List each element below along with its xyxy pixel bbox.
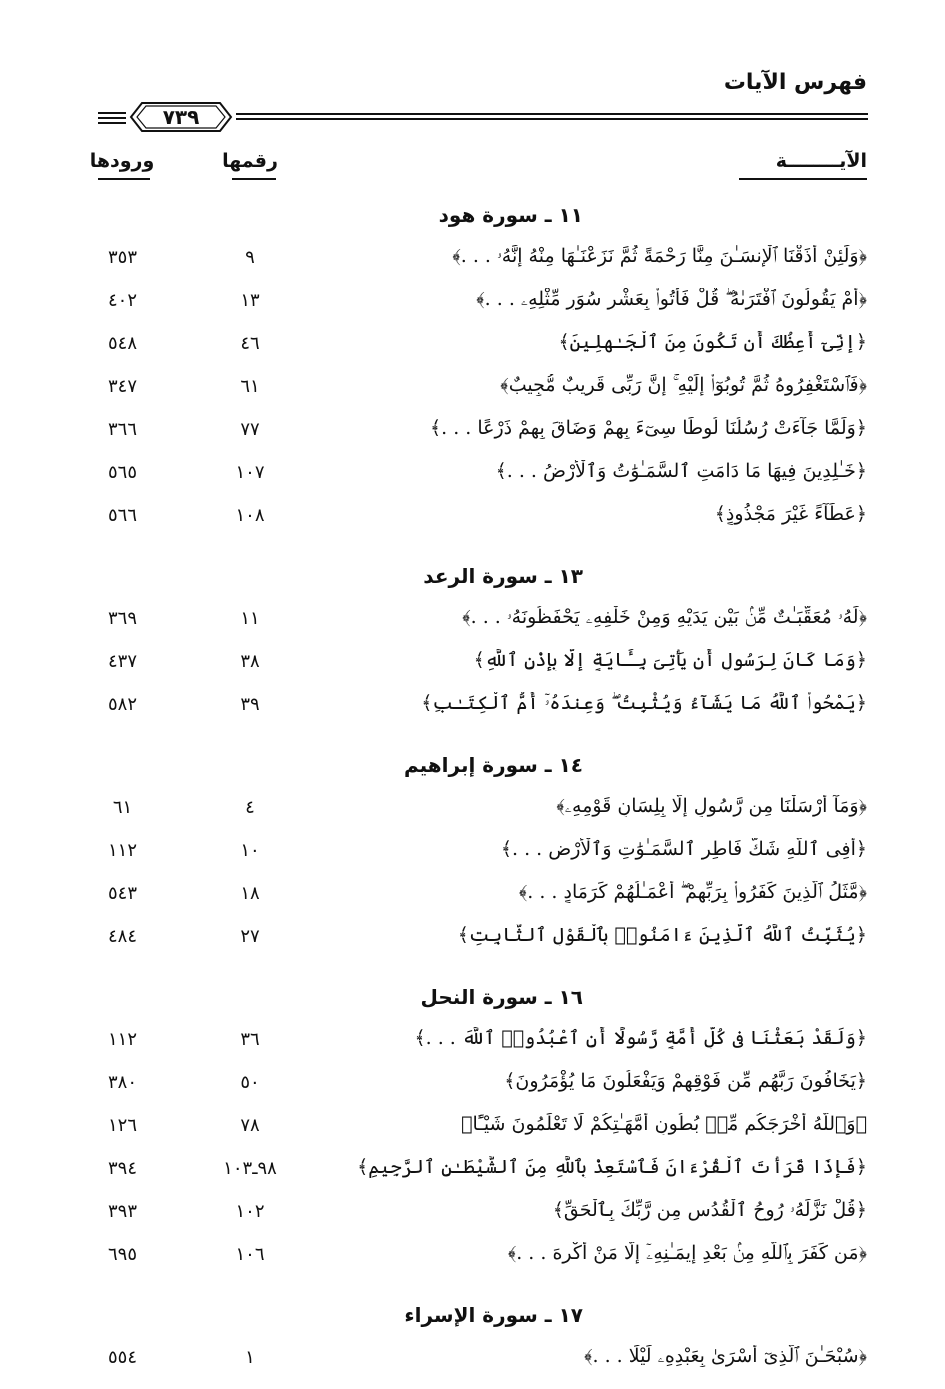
page-reference: ٥٤٣ (107, 883, 137, 904)
verse-number: ١ (245, 1347, 255, 1368)
verse-number: ٢٧ (240, 926, 260, 947)
surah-title: ١٣ ـ سورة الرعد (423, 564, 583, 588)
column-header-verse: الآيــــــــة (775, 150, 867, 172)
verse-number: ٥٠ (240, 1072, 260, 1093)
rule-line (236, 113, 868, 115)
page-reference: ٤٠٢ (107, 290, 137, 311)
page-reference: ٥٤٨ (107, 333, 137, 354)
verse-row (0, 368, 945, 411)
header-rule (98, 100, 868, 140)
verse-text: ﴿فَإِذَا قَرَأْتَ ٱلْقُرْءَانَ فَٱسْتَعِذْ بِٱللَّهِ مِنَ ٱلشَّيْطَـٰنِ ٱلرَّجِيمِ﴾ (357, 1156, 867, 1178)
verse-number: ٦١ (240, 376, 260, 397)
verse-number: ٤ (245, 797, 255, 818)
verse-text: ﴿أَمْ يَقُولُونَ ٱفْتَرَىٰهُ ۖ قُلْ فَأْتُوا۟ بِعَشْرِ سُوَرٍ مِّثْلِهِۦ . . .﴾ (476, 288, 867, 310)
running-title: فهرس الآيات (723, 70, 867, 95)
verse-row (0, 325, 945, 368)
column-header-number: رقمها (222, 150, 278, 172)
page-reference: ٥٦٥ (107, 462, 137, 483)
verse-number: ١٠٦ (235, 1244, 265, 1265)
verse-text: ﴿وَمَآ أَرْسَلْنَا مِن رَّسُولٍ إِلَّا بِلِسَانِ قَوْمِهِۦ﴾ (556, 795, 867, 817)
page-reference: ٣٩٤ (107, 1158, 137, 1179)
verse-row (0, 686, 945, 729)
verse-number: ١٨ (240, 883, 260, 904)
verse-text: ﴿فَٱسْتَغْفِرُوهُ ثُمَّ تُوبُوٓا۟ إِلَيْهِ ۚ إِنَّ رَبِّى قَرِيبٌ مُّجِيبٌ﴾ (500, 374, 867, 396)
rule-stub (98, 117, 126, 119)
verse-text: ﴿وَلَقَدْ بَعَثْنَا فِى كُلِّ أُمَّةٍ رَّسُولًا أَنِ ٱعْبُدُوا۟ ٱللَّهَ . . .﴾ (414, 1027, 867, 1049)
page-reference: ٣٦٩ (107, 608, 137, 629)
page-reference: ٥٨٢ (107, 694, 137, 715)
rule-stub (98, 112, 126, 114)
verse-row (0, 832, 945, 875)
surah-heading (0, 977, 945, 1021)
verse-row (0, 875, 945, 918)
verse-row (0, 789, 945, 832)
surah-title: ١١ ـ سورة هود (438, 203, 583, 227)
section-gap (0, 1279, 945, 1295)
verse-text: ﴿مَّثَلُ ٱلَّذِينَ كَفَرُوا۟ بِرَبِّهِمْ ۖ أَعْمَـٰلُهُمْ كَرَمَادٍ . . .﴾ (518, 881, 867, 903)
verse-text: ﴿مَن كَفَرَ بِٱللَّهِ مِنۢ بَعْدِ إِيمَـٰنِهِۦٓ إِلَّا مَنْ أُكْرِهَ . . .﴾ (507, 1242, 867, 1264)
page-reference: ٣٨٠ (107, 1072, 137, 1093)
verse-number: ١٠ (240, 840, 260, 861)
verse-text: ﴿أَفِى ٱللَّهِ شَكٌّ فَاطِرِ ٱلسَّمَـٰوَٰتِ وَٱلْأَرْضِ . . .﴾ (500, 838, 867, 860)
page-reference: ٣٩٣ (107, 1201, 137, 1222)
verse-number: ١٠٨ (235, 505, 265, 526)
verse-number: ٧٨ (240, 1115, 260, 1136)
page-reference: ٥٦٦ (107, 505, 137, 526)
verse-row (0, 643, 945, 686)
section-gap (0, 961, 945, 977)
verse-number: ٩ (245, 247, 255, 268)
verse-number: ١٣ (240, 290, 260, 311)
surah-title: ١٧ ـ سورة الإسراء (404, 1303, 583, 1327)
surah-heading (0, 745, 945, 789)
page-reference: ١١٢ (107, 1029, 137, 1050)
verse-text: ﴿يَمْحُوا۟ ٱللَّهُ مَا يَشَآءُ وَيُثْبِتُ ۖ وَعِندَهُۥٓ أُمُّ ٱلْكِتَـٰبِ﴾ (421, 692, 867, 714)
verse-row (0, 239, 945, 282)
verse-text: ﴿إِنِّىٓ أَعِظُكَ أَن تَكُونَ مِنَ ٱلْجَـٰهِلِينَ﴾ (558, 331, 867, 353)
verse-row (0, 1339, 945, 1382)
verse-text: ﴿يُثَبِّتُ ٱللَّهُ ٱلَّذِينَ ءَامَنُوا۟ بِٱلْقَوْلِ ٱلثَّابِتِ﴾ (457, 924, 867, 946)
verse-text: ﴿وَٱللَّهُ أَخْرَجَكُم مِّنۢ بُطُونِ أُمَّهَـٰتِكُمْ لَا تَعْلَمُونَ شَيْـًٔا﴾ (461, 1113, 867, 1135)
verse-text: ﴿وَلَئِنْ أَذَقْنَا ٱلْإِنسَـٰنَ مِنَّا رَحْمَةً ثُمَّ نَزَعْنَـٰهَا مِنْهُ إِنَّهُۥ . . .﴾ (452, 245, 867, 267)
page-reference: ١٢٦ (107, 1115, 137, 1136)
verse-row (0, 1150, 945, 1193)
section-gap (0, 729, 945, 745)
page-reference: ١١٢ (107, 840, 137, 861)
page-reference: ٣٦٦ (107, 419, 137, 440)
verse-number: ١٠٧ (235, 462, 265, 483)
page-reference: ٦١ (112, 797, 133, 818)
page-reference: ٣٤٧ (107, 376, 137, 397)
verse-number: ٤٦ (240, 333, 260, 354)
verse-row (0, 1236, 945, 1279)
verse-number: ٣٨ (240, 651, 260, 672)
verse-row (0, 1107, 945, 1150)
verse-row (0, 600, 945, 643)
verse-text: ﴿وَمَا كَانَ لِرَسُولٍ أَن يَأْتِىَ بِـَٔايَةٍ إِلَّا بِإِذْنِ ٱللَّهِ﴾ (473, 649, 867, 671)
page-number-frame (128, 100, 234, 134)
page-reference: ٤٣٧ (107, 651, 137, 672)
surah-title: ١٤ ـ سورة إبراهيم (403, 753, 583, 777)
surah-heading (0, 1295, 945, 1339)
header-underline (98, 178, 150, 180)
verse-text: ﴿يَخَافُونَ رَبَّهُم مِّن فَوْقِهِمْ وَيَفْعَلُونَ مَا يُؤْمَرُونَ﴾ (504, 1070, 867, 1092)
page-reference: ٤٨٤ (107, 926, 137, 947)
verse-row (0, 1193, 945, 1236)
verse-row (0, 454, 945, 497)
verse-text: ﴿عَطَآءً غَيْرَ مَجْذُوذٍ﴾ (714, 503, 867, 525)
verse-number: ٣٩ (240, 694, 260, 715)
surah-title: ١٦ ـ سورة النحل (420, 985, 583, 1009)
page-reference: ٥٥٤ (107, 1347, 137, 1368)
verse-row (0, 1021, 945, 1064)
verse-text: ﴿قُلْ نَزَّلَهُۥ رُوحُ ٱلْقُدُسِ مِن رَّبِّكَ بِٱلْحَقِّ﴾ (552, 1199, 867, 1221)
verse-number: ٧٧ (240, 419, 260, 440)
verse-row (0, 918, 945, 961)
verse-text: ﴿سُبْحَـٰنَ ٱلَّذِىٓ أَسْرَىٰ بِعَبْدِهِۦ لَيْلًا . . .﴾ (584, 1345, 867, 1367)
column-header-page: ورودها (89, 150, 155, 172)
verse-index (0, 195, 945, 1382)
verse-number: ٣٦ (240, 1029, 260, 1050)
header-underline (739, 178, 867, 180)
verse-row (0, 411, 945, 454)
verse-text: ﴿لَهُۥ مُعَقِّبَـٰتٌ مِّنۢ بَيْنِ يَدَيْهِ وَمِنْ خَلْفِهِۦ يَحْفَظُونَهُۥ . . .﴾ (462, 606, 867, 628)
header-underline (232, 178, 276, 180)
verse-row (0, 497, 945, 540)
page-reference: ٦٩٥ (107, 1244, 137, 1265)
verse-row (0, 282, 945, 325)
page-number: ٧٣٩ (162, 105, 200, 129)
surah-heading (0, 556, 945, 600)
section-gap (0, 540, 945, 556)
verse-number: ١١ (240, 608, 260, 629)
page-reference: ٣٥٣ (107, 247, 137, 268)
verse-row (0, 1064, 945, 1107)
verse-text: ﴿وَلَمَّا جَآءَتْ رُسُلُنَا لُوطًا سِىٓءَ بِهِمْ وَضَاقَ بِهِمْ ذَرْعًا . . .﴾ (429, 417, 867, 439)
verse-number: ٩٨ـ١٠٣ (223, 1158, 277, 1179)
surah-heading (0, 195, 945, 239)
verse-number: ١٠٢ (235, 1201, 265, 1222)
rule-stub (98, 122, 126, 124)
verse-text: ﴿خَـٰلِدِينَ فِيهَا مَا دَامَتِ ٱلسَّمَـٰوَٰتُ وَٱلْأَرْضُ . . .﴾ (495, 460, 867, 482)
rule-line (236, 118, 868, 120)
